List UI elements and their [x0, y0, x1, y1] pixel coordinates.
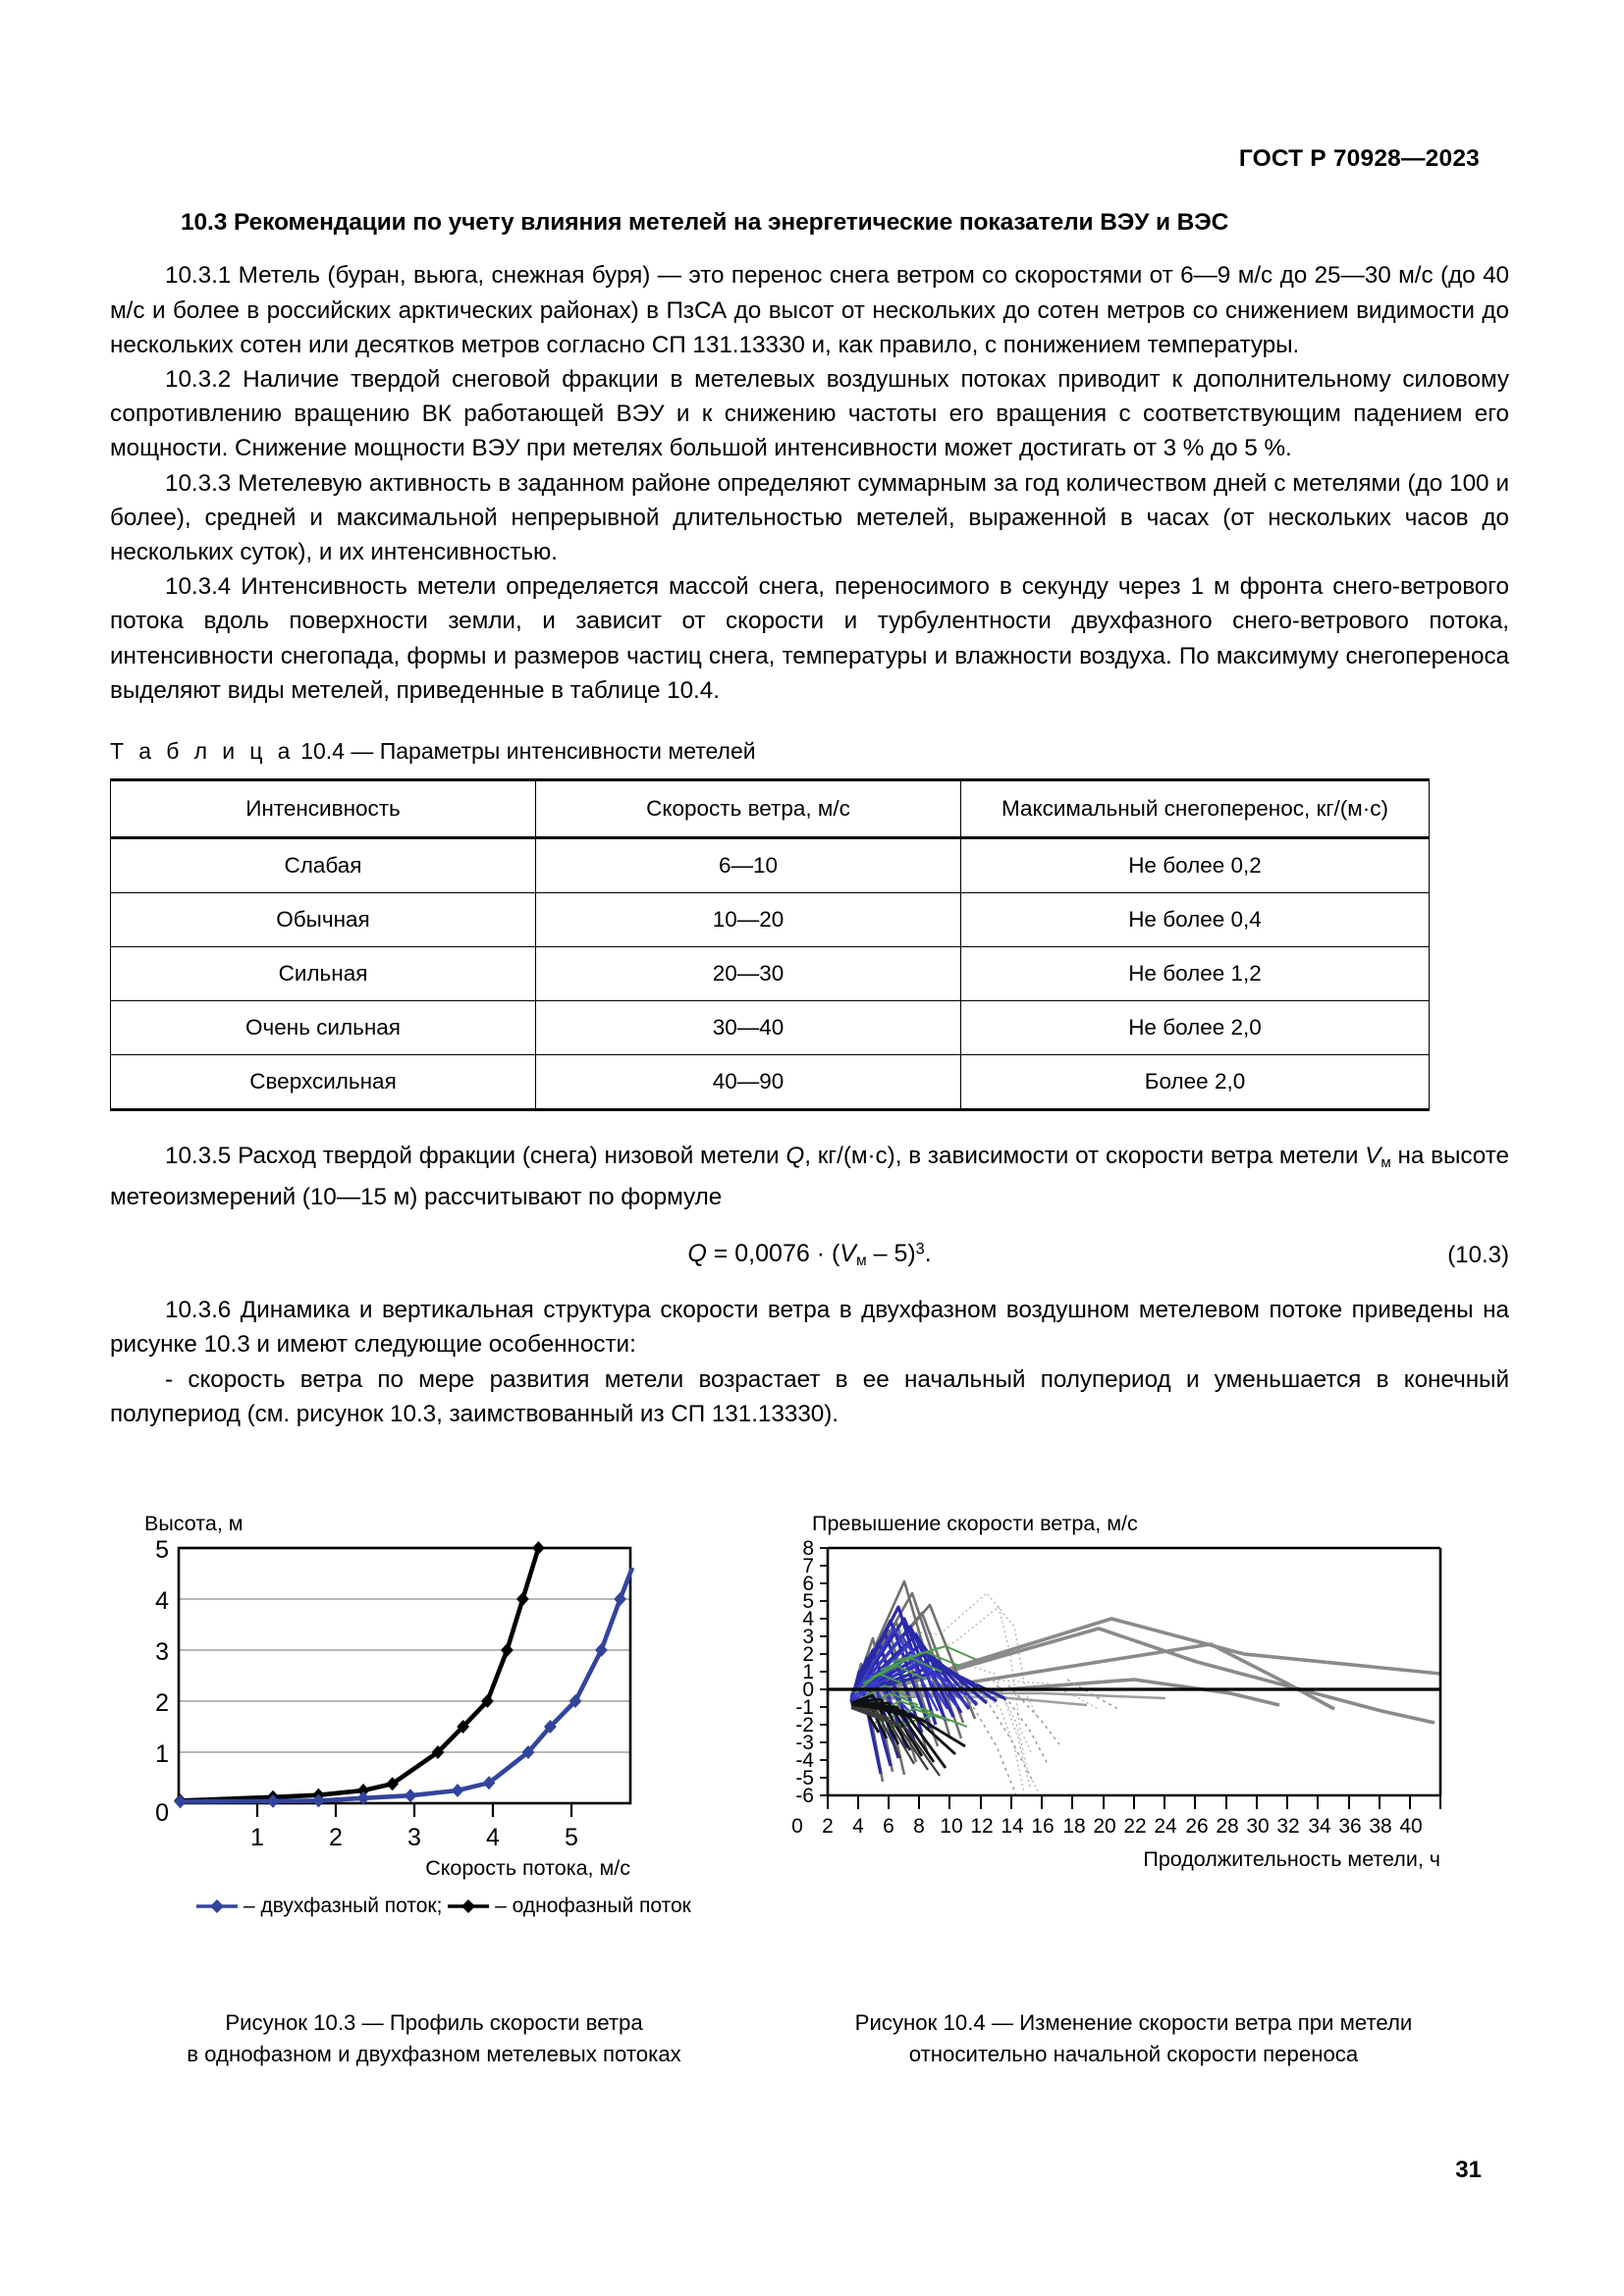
cell-intensity: Сильная	[111, 947, 536, 1001]
svg-text:0: 0	[802, 1679, 814, 1701]
page-number: 31	[1455, 2157, 1482, 2183]
svg-text:-1: -1	[795, 1696, 814, 1719]
svg-text:-6: -6	[795, 1785, 814, 1807]
figure-10-4-ylabel: Превышение скорости ветра, м/с	[812, 1512, 1138, 1535]
svg-text:6: 6	[883, 1815, 894, 1838]
table-caption-text: 10.4 — Параметры интенсивности метелей	[300, 738, 756, 765]
cell-snow-transport: Не более 1,2	[961, 947, 1430, 1001]
cell-intensity: Очень сильная	[111, 1001, 536, 1055]
svg-text:3: 3	[407, 1824, 421, 1851]
gridlines	[179, 1599, 630, 1752]
svg-text:-4: -4	[795, 1749, 814, 1772]
svg-text:22: 22	[1123, 1815, 1147, 1838]
paragraph-10-3-4: 10.3.4 Интенсивность метели определяется массой снега, переносимого в секунду через 1 м фронта снего-ветрового потока вдоль поверхности земли, и зависит от скорости и турбулентности двухфазного снего-ветрового потока, интенсивности снегопада, формы и размеров частиц снега, температуры и влажности воздуха. По максимуму снегопереноса выделяют виды метелей, приведенные в таблице 10.4.	[110, 573, 1509, 704]
figure-10-4-xlabel: Продолжительность метели, ч	[1143, 1847, 1440, 1871]
cell-snow-transport: Не более 0,4	[961, 893, 1430, 947]
figure-10-3-svg	[120, 1536, 670, 1860]
blizzard-parameters-table	[110, 778, 1430, 1111]
standard-header: ГОСТ Р 70928—2023	[1238, 145, 1480, 172]
figure-10-3-caption-line2: в однофазном и двухфазном метелевых потоках	[187, 2042, 681, 2066]
svg-text:30: 30	[1246, 1815, 1270, 1838]
table-row	[111, 1055, 1430, 1110]
figure-10-4-caption-line2: относительно начальной скорости переноса	[908, 2042, 1359, 2066]
svg-text:16: 16	[1031, 1815, 1055, 1838]
svg-text:4: 4	[155, 1587, 169, 1615]
svg-text:1: 1	[802, 1661, 814, 1683]
cell-wind-speed: 30—40	[536, 1001, 961, 1055]
svg-text:6: 6	[802, 1573, 814, 1595]
paragraph-10-3-6-bullet: - скорость ветра по мере развития метели возрастает в ее начальный полупериод и уменьшается в конечный полупериод (см. рисунок 10.3, заимствованный из СП 131.13330).	[110, 1365, 1509, 1427]
table-header-intensity: Интенсивность	[111, 780, 536, 838]
x-ticks	[828, 1795, 1440, 1809]
figure-10-4-plot	[753, 1536, 1514, 1875]
table-header-row	[111, 780, 1430, 838]
paragraph-10-3-2: 10.3.2 Наличие твердой снеговой фракции в метелевых воздушных потоках приводит к дополнительному силовому сопротивлению вращению ВК работающей ВЭУ и к снижению частоты его вращения с соответствующим падением его мощности. Снижение мощности ВЭУ при метелях большой интенсивности может достигать от 3 % до 5 %.	[110, 366, 1509, 462]
figure-10-3-ylabel: Высота, м	[144, 1512, 244, 1535]
cell-snow-transport: Более 2,0	[961, 1055, 1430, 1110]
svg-text:4: 4	[802, 1608, 814, 1630]
table-row	[111, 1001, 1430, 1055]
table-body	[111, 780, 1430, 1110]
figure-10-4	[753, 1512, 1514, 1875]
figure-10-3	[120, 1512, 768, 1918]
formula-dot: ·	[809, 1240, 832, 1268]
formula-coefficient: 0,0076	[734, 1240, 810, 1268]
svg-text:36: 36	[1338, 1815, 1362, 1838]
svg-text:24: 24	[1154, 1815, 1177, 1838]
x-tick-labels	[791, 1815, 1423, 1838]
svg-text:5: 5	[565, 1824, 578, 1851]
legend-label-one-phase: – однофазный поток	[495, 1895, 691, 1917]
cell-wind-speed: 6—10	[536, 838, 961, 893]
series-two-phase	[174, 1568, 632, 1808]
svg-text:0: 0	[155, 1799, 169, 1827]
formula-minus: –	[866, 1240, 894, 1268]
svg-text:-3: -3	[795, 1732, 814, 1754]
svg-text:4: 4	[486, 1824, 500, 1851]
svg-text:2: 2	[802, 1643, 814, 1666]
svg-text:8: 8	[913, 1815, 925, 1838]
legend-marker-one-phase-icon	[448, 1898, 489, 1914]
cell-intensity: Слабая	[111, 838, 536, 893]
cell-intensity: Сверхсильная	[111, 1055, 536, 1110]
y-tick-labels	[795, 1537, 814, 1807]
formula-open-paren: (	[831, 1240, 840, 1268]
table-caption-label: Т а б л и ц а	[110, 738, 295, 765]
svg-text:2: 2	[822, 1815, 834, 1838]
svg-text:38: 38	[1369, 1815, 1392, 1838]
svg-text:2: 2	[155, 1689, 169, 1717]
formula-exponent: 3	[915, 1240, 925, 1258]
svg-text:32: 32	[1276, 1815, 1300, 1838]
series-one-phase	[174, 1541, 545, 1807]
figure-10-3-legend	[120, 1895, 768, 1918]
formula-constant: 5	[893, 1240, 908, 1268]
formula-row	[110, 1240, 1509, 1279]
formula-10-3	[687, 1240, 931, 1270]
formula-number: (10.3)	[1447, 1242, 1509, 1269]
table-row	[111, 947, 1430, 1001]
plot-frame	[179, 1548, 630, 1803]
table-header-snow-transport: Максимальный снегоперенос, кг/(м·с)	[961, 780, 1430, 838]
svg-text:5: 5	[802, 1590, 814, 1613]
paragraph-10-3-5-text: 10.3.5 Расход твердой фракции (снега) низовой метели Q, кг/(м·с), в зависимости от скорости ветра метели $V_м$ на высоте метеоизмерений (10—15 м) рассчитывают по формуле	[110, 1143, 1510, 1210]
svg-text:1: 1	[250, 1824, 264, 1851]
figure-10-4-caption	[753, 2007, 1514, 2070]
formula-variable: V	[839, 1240, 856, 1268]
figure-10-4-xlabel-group	[1143, 1847, 1440, 1871]
table-row	[111, 893, 1430, 947]
section-title: 10.3 Рекомендации по учету влияния метелей на энергетические показатели ВЭУ и ВЭС	[181, 209, 1229, 236]
svg-text:0: 0	[791, 1815, 803, 1838]
table-row	[111, 838, 1430, 893]
svg-text:28: 28	[1216, 1815, 1239, 1838]
paragraph-10-3-3: 10.3.3 Метелевую активность в заданном районе определяют суммарным за год количеством дней с метелями (до 100 и более), средней и максимальной непрерывной длительностью метелей, выраженной в часах (от нескольких часов до нескольких суток), и их интенсивностью.	[110, 469, 1509, 566]
svg-text:1: 1	[155, 1740, 169, 1768]
formula-period: .	[924, 1240, 932, 1268]
svg-text:10: 10	[940, 1815, 963, 1838]
svg-text:40: 40	[1399, 1815, 1423, 1838]
svg-text:3: 3	[802, 1626, 814, 1648]
x-tick-labels	[250, 1824, 578, 1851]
table-caption	[110, 738, 1509, 765]
svg-text:3: 3	[155, 1638, 169, 1666]
svg-text:34: 34	[1308, 1815, 1331, 1838]
formula-lhs: Q	[687, 1240, 707, 1268]
cell-wind-speed: 20—30	[536, 947, 961, 1001]
cell-wind-speed: 40—90	[536, 1055, 961, 1110]
svg-text:7: 7	[802, 1555, 814, 1577]
paragraph-10-3-6: 10.3.6 Динамика и вертикальная структура скорости ветра в двухфазном воздушном метелевом потоке приведены на рисунке 10.3 и имеют следующие особенности:	[110, 1297, 1509, 1359]
formula-close-paren: )	[907, 1240, 916, 1268]
svg-text:-5: -5	[795, 1767, 814, 1789]
cell-intensity: Обычная	[111, 893, 536, 947]
svg-text:2: 2	[329, 1824, 343, 1851]
figure-10-3-caption	[110, 2007, 758, 2070]
figure-10-4-svg	[753, 1536, 1514, 1875]
paragraph-10-3-1: 10.3.1 Метель (буран, вьюга, снежная буря) — это перенос снега ветром со скоростями от 6—9 м/с до 25—30 м/с (до 40 м/с и более в российских арктических районах) в ПзСА до высот от нескольких до сотен метров со снижением видимости до нескольких сотен или десятков метров согласно СП 131.13330 и, как правило, с понижением температуры.	[110, 262, 1509, 358]
legend-marker-two-phase-icon	[196, 1898, 238, 1914]
figure-10-3-xlabel: Скорость потока, м/с	[425, 1856, 630, 1880]
svg-text:5: 5	[155, 1536, 169, 1564]
table-header-wind-speed: Скорость ветра, м/с	[536, 780, 961, 838]
figure-10-3-plot	[120, 1536, 768, 1860]
svg-text:14: 14	[1001, 1815, 1024, 1838]
cell-wind-speed: 10—20	[536, 893, 961, 947]
svg-text:4: 4	[852, 1815, 864, 1838]
svg-text:18: 18	[1062, 1815, 1086, 1838]
document-content	[110, 208, 1509, 1431]
svg-text:-2: -2	[795, 1714, 814, 1736]
cell-snow-transport: Не более 0,2	[961, 838, 1430, 893]
figure-10-4-caption-line1: Рисунок 10.4 — Изменение скорости ветра при метели	[854, 2010, 1413, 2035]
figure-10-3-caption-line1: Рисунок 10.3 — Профиль скорости ветра	[225, 2010, 643, 2035]
y-tick-labels	[155, 1536, 169, 1827]
x-ticks	[257, 1803, 571, 1817]
svg-text:20: 20	[1093, 1815, 1116, 1838]
svg-text:8: 8	[802, 1537, 814, 1560]
paragraph-10-3-5	[110, 1139, 1509, 1214]
formula-variable-subscript: м	[855, 1253, 867, 1270]
svg-text:26: 26	[1185, 1815, 1209, 1838]
svg-text:12: 12	[970, 1815, 994, 1838]
cell-snow-transport: Не более 2,0	[961, 1001, 1430, 1055]
figures-area	[110, 1512, 1514, 2120]
formula-equals: =	[706, 1240, 735, 1268]
legend-label-two-phase: – двухфазный поток;	[243, 1895, 443, 1917]
